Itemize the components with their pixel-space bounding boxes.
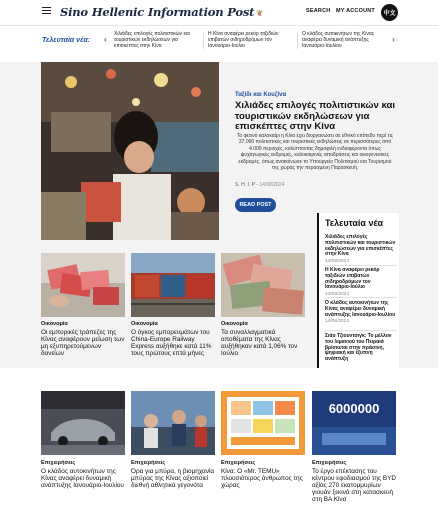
read-post-button[interactable]: READ POST xyxy=(235,198,276,212)
latest-news-heading: Τελευταία νέα xyxy=(325,218,384,228)
hero-category[interactable]: Ταξίδι και Κουζίνα xyxy=(235,92,287,98)
site-logo[interactable] xyxy=(60,5,263,19)
divider xyxy=(325,330,397,331)
article-image[interactable] xyxy=(312,391,396,455)
ticker-item[interactable]: Χιλιάδες επιλογές πολιτιστικών και τουριστικών εκδηλώσεων για επισκέπτες στην Κίνα xyxy=(114,31,190,49)
latest-item-title[interactable]: Χιλιάδες επιλογές πολιτιστικών και τουριστικών εκδηλώσεων για επισκέπτες στην Κίνα xyxy=(325,234,396,258)
my-account-link[interactable]: MY ACCOUNT xyxy=(336,8,375,14)
latest-item-title[interactable]: Ο κλάδος αυτοκινήτων της Κίνας αναφέρει δυναμική ανάπτυξης Ιανουάριο-Ιουλίου xyxy=(325,300,396,318)
latest-item-title[interactable]: Σιάο Τζιουντσιγκ: Το μέλλον του λιμανιού του Πειραιά βρίσκεται στην πράσινη, ψηφιακή και έξυπνη ανάπτυξη xyxy=(325,333,392,363)
latest-news-panel xyxy=(317,213,399,368)
divider xyxy=(325,265,397,266)
ticker-item[interactable]: Ο κλάδος αυτοκινήτων της Κίνας αναφέρει δυναμική ανάπτυξης Ιανουάριο-Ιουλίου xyxy=(302,31,375,49)
article-category[interactable]: Επιχειρήσεις xyxy=(221,460,256,466)
logo-text: Sino Hellenic Information Post xyxy=(60,5,255,19)
article-image[interactable] xyxy=(41,253,125,317)
hero-date: 14/08/2024 xyxy=(259,182,285,188)
article-title[interactable]: Τα συναλλαγματικά αποθέματα της Κίνας αυξήθηκαν κατά 1,06% τον Ιούλιο xyxy=(221,329,298,357)
site-header xyxy=(0,0,438,26)
menu-icon[interactable] xyxy=(42,7,51,14)
hero-excerpt: Το φετινό καλοκαίρι η Κίνα έχει διοργανώσει σε εθνικό επίπεδο περί τις 37.000 πολιτιστικές και τουριστικές εκδηλώσεις σε περισσότερες από 4.000 περιοχές, καλύπτοντας δημοφιλή ενδιαφέροντα όπως ψυχαγωγικές εκδρομές, καλοκαιρινές αποδράσεις και οικογενειακές εκδρομές, όπως ανακοίνωσε το Υπουργείο Πολιτισμού και Τουρισμού της χώρας την περασμένη Παρασκευή. xyxy=(236,133,394,172)
article-title[interactable]: Το έργο επέκτασης του κέντρου εφοδιασμού της BYD αξίας 270 εκατομμυρίων γιουάν ξεκινά στη κατασκευή στη ΒΑ Κίνα xyxy=(312,468,396,503)
article-category[interactable]: Επιχειρήσεις xyxy=(41,460,76,466)
hero-meta xyxy=(235,182,284,188)
latest-news-item[interactable] xyxy=(325,235,397,264)
article-title[interactable]: Όρα για μπύρα, η βιομηχανία μπύρας της Κίνας αξιοποιεί διεθνή αθλητικά γεγονότα xyxy=(131,468,215,489)
latest-item-date: 14/08/2024 xyxy=(325,292,350,298)
ticker-item[interactable]: Η Κίνα αναφέρει ρεκόρ ταξιδιών επιβατών σιδηροδρόμων τον Ιανουάριο-Ιούλιο xyxy=(208,31,279,49)
article-image[interactable] xyxy=(131,253,215,317)
article-title[interactable]: Κίνα: Ο «Mr. TEMU» πλουσιότερος άνθρωπος της χώρας xyxy=(221,468,303,489)
article-image[interactable] xyxy=(221,253,305,317)
ticker-label: Τελευταία νέα: xyxy=(42,37,91,44)
logo-mark-icon: ❦ xyxy=(256,8,263,18)
latest-news-item[interactable] xyxy=(325,301,397,324)
latest-news-item[interactable] xyxy=(325,268,397,297)
meta-separator: - xyxy=(256,182,260,188)
hero-title[interactable]: Χιλιάδες επιλογές πολιτιστικών και τουριστικών εκδηλώσεων για επισκέπτες στην Κίνα xyxy=(235,100,396,132)
article-title[interactable]: Οι εμπορικές τράπεζες της Κίνας αναφέρουν μείωση των μη εξυπηρετούμενων δανείων xyxy=(41,329,125,357)
latest-item-date: 14/08/2024 xyxy=(325,259,350,265)
article-category[interactable]: Επιχειρήσεις xyxy=(131,460,166,466)
article-category[interactable]: Οικονομία xyxy=(131,321,158,327)
article-image[interactable] xyxy=(41,391,125,455)
article-image[interactable] xyxy=(221,391,305,455)
latest-item-title[interactable]: Η Κίνα αναφέρει ρεκόρ ταξιδιών επιβατών σιδηροδρόμων τον Ιανουάριο-Ιούλιο xyxy=(325,267,380,291)
latest-item-date: 14/08/2024 xyxy=(325,319,350,325)
search-link[interactable]: SEARCH xyxy=(306,8,331,14)
hero-image[interactable] xyxy=(41,62,219,240)
chevron-left-icon[interactable]: ‹ xyxy=(104,35,107,44)
ticker-divider xyxy=(297,33,298,49)
chevron-right-icon[interactable]: › xyxy=(392,35,395,44)
banner-number: 6000000 xyxy=(328,401,380,416)
article-category[interactable]: Οικονομία xyxy=(41,321,68,327)
latest-news-item[interactable] xyxy=(325,334,397,363)
article-image[interactable] xyxy=(131,391,215,455)
article-category[interactable]: Επιχειρήσεις xyxy=(312,460,347,466)
article-title[interactable]: Ο όγκος εμπορευμάτων του China-Europe Railway Express αυξήθηκε κατά 11% τους πρώτους επτά μήνες xyxy=(131,329,212,357)
latest-news-ticker xyxy=(0,28,438,54)
divider xyxy=(325,297,397,298)
language-switch-button[interactable]: 中文 xyxy=(381,4,398,21)
article-title[interactable]: Ο κλάδος αυτοκινήτων της Κίνας αναφέρει δυναμική ανάπτυξης Ιανουάριο-Ιουλίου xyxy=(41,468,124,489)
hero-author: S. H. I. P xyxy=(235,182,255,188)
article-category[interactable]: Οικονομία xyxy=(221,321,248,327)
ticker-divider xyxy=(203,33,204,49)
